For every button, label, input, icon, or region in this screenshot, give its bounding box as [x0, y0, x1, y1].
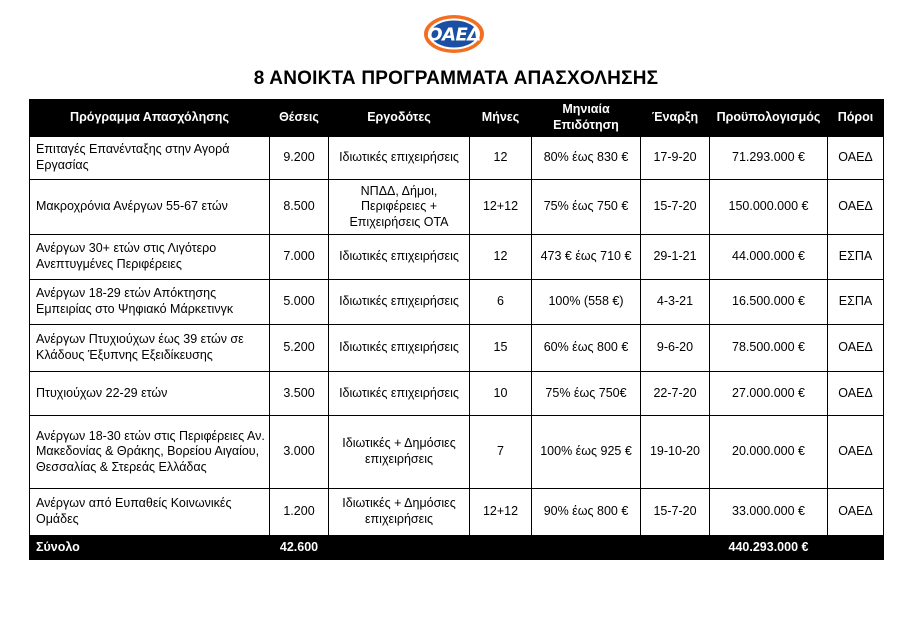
cell-subsidy: 100% έως 925 € — [532, 416, 641, 489]
cell-subsidy: 75% έως 750€ — [532, 372, 641, 416]
cell-start: 4-3-21 — [641, 280, 710, 325]
header-employers: Εργοδότες — [329, 100, 470, 137]
cell-months: 12+12 — [470, 180, 532, 235]
oaed-logo — [423, 14, 485, 54]
cell-positions: 5.200 — [270, 325, 329, 372]
cell-budget: 16.500.000 € — [710, 280, 828, 325]
cell-employers: Ιδιωτικές επιχειρήσεις — [329, 235, 470, 280]
cell-budget: 78.500.000 € — [710, 325, 828, 372]
header-subsidy: Μηνιαία Επιδότηση — [532, 100, 641, 137]
total-empty-cell — [532, 536, 641, 560]
logo-text: ΟΑΕΔ — [427, 24, 481, 46]
cell-employers: Ιδιωτικές επιχειρήσεις — [329, 280, 470, 325]
cell-months: 12 — [470, 137, 532, 180]
cell-employers: ΝΠΔΔ, Δήμοι, Περιφέρειες + Επιχειρήσεις ΟΤΑ — [329, 180, 470, 235]
table-row — [30, 137, 884, 180]
page-title: 8 ΑΝΟΙΚΤΑ ΠΡΟΓΡΑΜΜΑΤΑ ΑΠΑΣΧΟΛΗΣΗΣ — [253, 68, 659, 89]
cell-subsidy: 80% έως 830 € — [532, 137, 641, 180]
cell-employers: Ιδιωτικές + Δημόσιες επιχειρήσεις — [329, 416, 470, 489]
programs-table — [29, 99, 884, 560]
cell-start: 15-7-20 — [641, 489, 710, 536]
cell-program: Ανέργων από Ευπαθείς Κοινωνικές Ομάδες — [30, 489, 270, 536]
cell-resources: ΟΑΕΔ — [828, 489, 884, 536]
total-positions: 42.600 — [270, 536, 329, 560]
table-row — [30, 180, 884, 235]
cell-positions: 3.500 — [270, 372, 329, 416]
total-empty-cell — [329, 536, 470, 560]
cell-positions: 7.000 — [270, 235, 329, 280]
cell-months: 10 — [470, 372, 532, 416]
cell-positions: 9.200 — [270, 137, 329, 180]
cell-program: Ανέργων Πτυχιούχων έως 39 ετών σε Κλάδους Έξυπνης Εξειδίκευσης — [30, 325, 270, 372]
cell-positions: 8.500 — [270, 180, 329, 235]
cell-budget: 27.000.000 € — [710, 372, 828, 416]
cell-program: Πτυχιούχων 22-29 ετών — [30, 372, 270, 416]
cell-resources: ΟΑΕΔ — [828, 325, 884, 372]
cell-employers: Ιδιωτικές + Δημόσιες επιχειρήσεις — [329, 489, 470, 536]
table-row — [30, 325, 884, 372]
total-row — [30, 536, 884, 560]
cell-budget: 33.000.000 € — [710, 489, 828, 536]
cell-employers: Ιδιωτικές επιχειρήσεις — [329, 372, 470, 416]
cell-start: 9-6-20 — [641, 325, 710, 372]
total-empty-cell — [828, 536, 884, 560]
cell-budget: 71.293.000 € — [710, 137, 828, 180]
cell-start: 22-7-20 — [641, 372, 710, 416]
header-months: Μήνες — [470, 100, 532, 137]
cell-program: Ανέργων 18-30 ετών στις Περιφέρειες Αν. Μακεδονίας & Θράκης, Βορείου Αιγαίου, Θεσσαλίας & Στερεάς Ελλάδας — [30, 416, 270, 489]
cell-program: Μακροχρόνια Ανέργων 55-67 ετών — [30, 180, 270, 235]
header-start: Έναρξη — [641, 100, 710, 137]
cell-months: 6 — [470, 280, 532, 325]
header-program: Πρόγραμμα Απασχόλησης — [30, 100, 270, 137]
cell-program: Ανέργων 30+ ετών στις Λιγότερο Ανεπτυγμένες Περιφέρειες — [30, 235, 270, 280]
cell-months: 12+12 — [470, 489, 532, 536]
cell-employers: Ιδιωτικές επιχειρήσεις — [329, 137, 470, 180]
cell-resources: ΟΑΕΔ — [828, 372, 884, 416]
total-label: Σύνολο — [30, 536, 270, 560]
table-row — [30, 235, 884, 280]
cell-months: 7 — [470, 416, 532, 489]
cell-positions: 1.200 — [270, 489, 329, 536]
header-positions: Θέσεις — [270, 100, 329, 137]
total-empty-cell — [641, 536, 710, 560]
header-budget: Προϋπολογισμός — [710, 100, 828, 137]
cell-subsidy: 90% έως 800 € — [532, 489, 641, 536]
total-budget: 440.293.000 € — [710, 536, 828, 560]
cell-months: 15 — [470, 325, 532, 372]
cell-resources: ΟΑΕΔ — [828, 137, 884, 180]
table-row — [30, 416, 884, 489]
cell-resources: ΟΑΕΔ — [828, 416, 884, 489]
table-header-row — [30, 100, 884, 137]
cell-positions: 5.000 — [270, 280, 329, 325]
cell-subsidy: 60% έως 800 € — [532, 325, 641, 372]
cell-budget: 44.000.000 € — [710, 235, 828, 280]
cell-start: 19-10-20 — [641, 416, 710, 489]
cell-months: 12 — [470, 235, 532, 280]
cell-resources: ΟΑΕΔ — [828, 180, 884, 235]
header-resources: Πόροι — [828, 100, 884, 137]
table-row — [30, 280, 884, 325]
cell-start: 17-9-20 — [641, 137, 710, 180]
cell-program: Επιταγές Επανένταξης στην Αγορά Εργασίας — [30, 137, 270, 180]
cell-budget: 150.000.000 € — [710, 180, 828, 235]
cell-subsidy: 473 € έως 710 € — [532, 235, 641, 280]
cell-resources: ΕΣΠΑ — [828, 235, 884, 280]
cell-subsidy: 100% (558 €) — [532, 280, 641, 325]
table-row — [30, 489, 884, 536]
cell-program: Ανέργων 18-29 ετών Απόκτησης Εμπειρίας στο Ψηφιακό Μάρκετινγκ — [30, 280, 270, 325]
cell-resources: ΕΣΠΑ — [828, 280, 884, 325]
cell-subsidy: 75% έως 750 € — [532, 180, 641, 235]
table-row — [30, 372, 884, 416]
cell-positions: 3.000 — [270, 416, 329, 489]
cell-budget: 20.000.000 € — [710, 416, 828, 489]
cell-start: 15-7-20 — [641, 180, 710, 235]
total-empty-cell — [470, 536, 532, 560]
cell-start: 29-1-21 — [641, 235, 710, 280]
cell-employers: Ιδιωτικές επιχειρήσεις — [329, 325, 470, 372]
